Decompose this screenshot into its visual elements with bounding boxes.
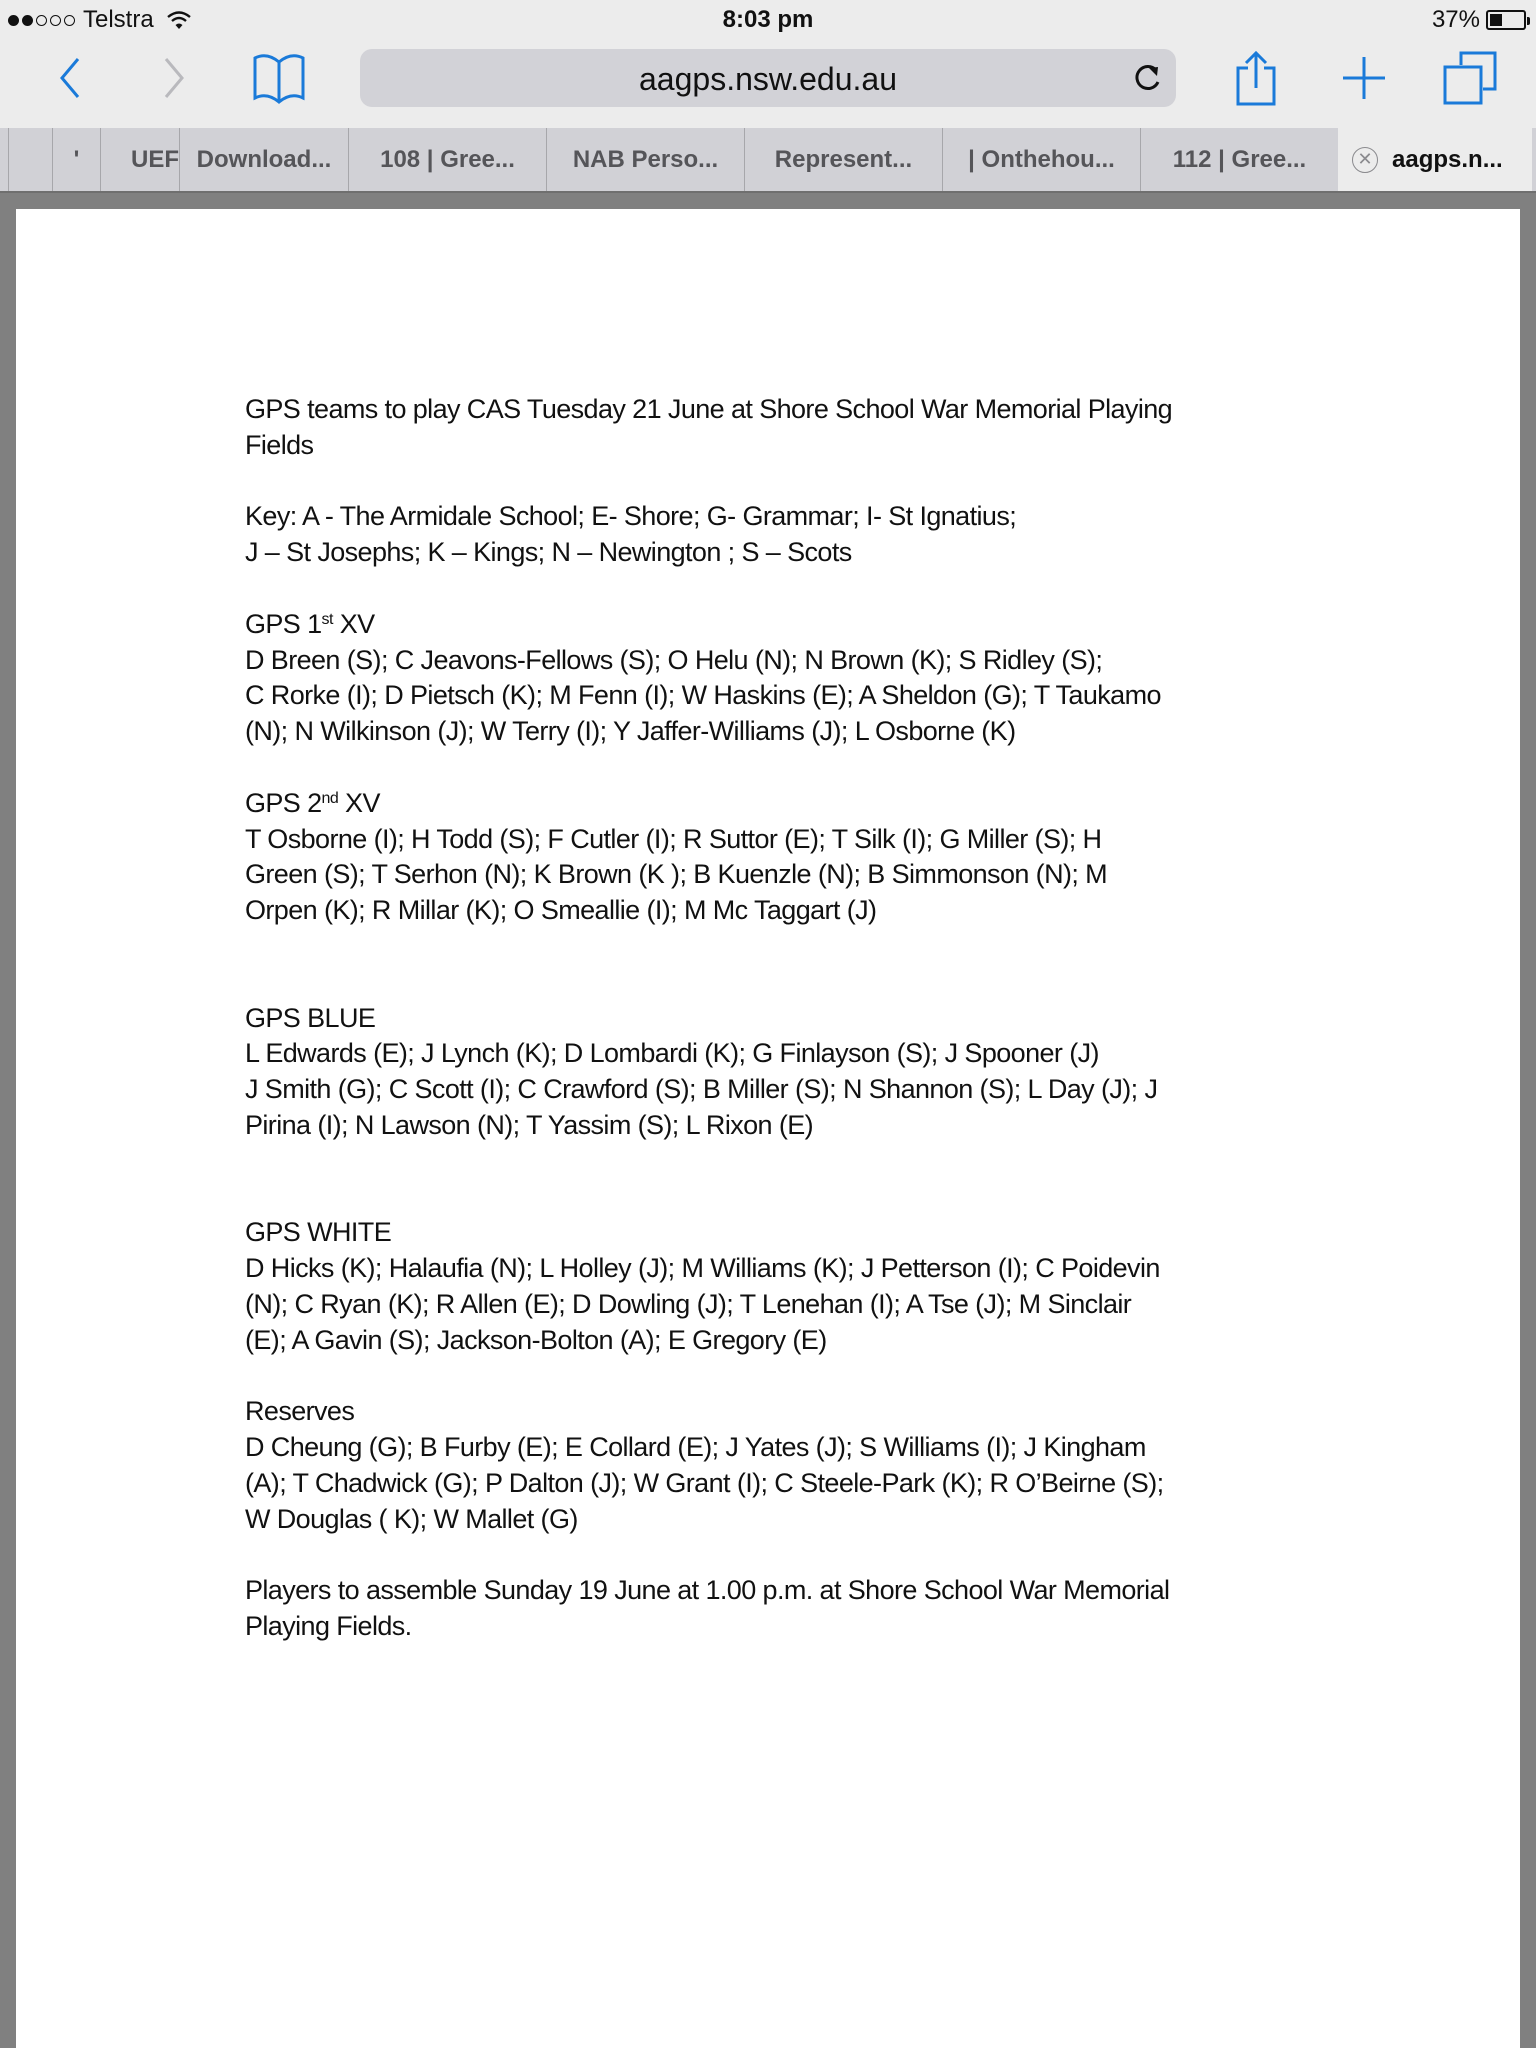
player-list-line: W Douglas ( K); W Mallet (G) [245, 1503, 578, 1534]
player-list-line: Orpen (K); R Millar (K); O Smeallie (I); M Mc Taggart (J) [245, 895, 877, 926]
tab[interactable]: Represent... [744, 128, 942, 191]
doc-title-line: GPS teams to play CAS Tuesday 21 June at Shore School War Memorial Playing [245, 394, 1173, 424]
tab[interactable]: NAB Perso... [546, 128, 744, 191]
player-list-line: (N); N Wilkinson (J); W Terry (I); Y Jaffer-Williams (J); L Osborne (K) [245, 716, 1016, 747]
player-list-line: (A); T Chadwick (G); P Dalton (J); W Grant (I); C Steele-Park (K); R O’Beirne (S); [245, 1467, 1164, 1498]
document-body [245, 392, 1345, 1645]
address-bar[interactable] [360, 49, 1176, 107]
bookmarks-button[interactable] [248, 48, 310, 108]
section-heading-2nd-xv: GPS 2nd XV [245, 787, 380, 818]
battery-icon [1486, 10, 1526, 30]
player-list-line: D Hicks (K); Halaufia (N); L Holley (J); M Williams (K); J Petterson (I); C Poidevin [245, 1253, 1160, 1284]
new-tab-button[interactable] [1336, 48, 1392, 108]
close-tab-icon[interactable]: ✕ [1352, 147, 1378, 173]
tab[interactable]: 108 | Gree... [348, 128, 546, 191]
chevron-right-icon [162, 57, 186, 99]
share-button[interactable] [1228, 48, 1284, 108]
section-heading-1st-xv: GPS 1st XV [245, 608, 375, 639]
battery-nub [1527, 17, 1530, 25]
back-button[interactable] [48, 48, 92, 108]
player-list-line: C Rorke (I); D Pietsch (K); M Fenn (I); W Haskins (E); A Sheldon (G); T Taukamo [245, 680, 1161, 711]
tab[interactable]: | Onthehou... [942, 128, 1140, 191]
tab[interactable]: 112 | Gree... [1140, 128, 1338, 191]
battery-percent: 37% [1431, 6, 1480, 33]
clock: 8:03 pm [722, 6, 814, 33]
doc-title-line: Fields [245, 429, 314, 460]
reload-icon[interactable] [1132, 62, 1164, 94]
player-list-line: D Breen (S); C Jeavons-Fellows (S); O Helu (N); N Brown (K); S Ridley (S); [245, 644, 1103, 675]
player-list-line: Green (S); T Serhon (N); K Brown (K ); B Kuenzle (N); B Simmonson (N); M [245, 859, 1108, 890]
battery-fill [1490, 14, 1502, 26]
section-heading-reserves: Reserves [245, 1396, 355, 1427]
plus-icon [1341, 55, 1387, 101]
player-list-line: Pirina (I); N Lawson (N); T Yassim (S); L Rixon (E) [245, 1109, 814, 1140]
status-bar [0, 0, 1536, 40]
status-right [1432, 6, 1526, 34]
carrier-name: Telstra [83, 6, 154, 33]
tab-strip [0, 128, 1536, 193]
player-list-line: (E); A Gavin (S); Jackson-Bolton (A); E Gregory (E) [245, 1324, 827, 1355]
player-list-line: T Osborne (I); H Todd (S); F Cutler (I); R Suttor (E); T Silk (I); G Miller (S); H [245, 823, 1102, 854]
tab[interactable]: UEF [100, 128, 179, 191]
forward-button[interactable] [152, 48, 196, 108]
key-line: J – St Josephs; K – Kings; N – Newington ; S – Scots [245, 537, 852, 568]
assembly-note-line: Players to assemble Sunday 19 June at 1.00 p.m. at Shore School War Memorial [245, 1575, 1170, 1606]
document-page [16, 209, 1520, 2048]
player-list-line: L Edwards (E); J Lynch (K); D Lombardi (K); G Finlayson (S); J Spooner (J) [245, 1038, 1099, 1069]
player-list-line: (N); C Ryan (K); R Allen (E); D Dowling (J); T Lenehan (I); A Tse (J); M Sinclair [245, 1288, 1132, 1319]
browser-toolbar [0, 40, 1536, 128]
section-heading-blue: GPS BLUE [245, 1002, 376, 1033]
show-tabs-button[interactable] [1440, 48, 1500, 108]
key-line: Key: A - The Armidale School; E- Shore; G- Grammar; I- St Ignatius; [245, 501, 1017, 532]
chevron-left-icon [58, 57, 82, 99]
player-list-line: J Smith (G); C Scott (I); C Crawford (S); B Miller (S); N Shannon (S); L Day (J); J [245, 1074, 1158, 1105]
section-heading-white: GPS WHITE [245, 1217, 392, 1248]
assembly-note-line: Playing Fields. [245, 1611, 412, 1642]
tab[interactable]: Download... [179, 128, 348, 191]
share-icon [1234, 50, 1278, 106]
tab[interactable] [8, 128, 52, 191]
tab-label: aagps.n... [1392, 145, 1503, 173]
url-text[interactable]: aagps.nsw.edu.au [639, 61, 897, 97]
tab[interactable] [0, 128, 8, 191]
tab[interactable]: ' [52, 128, 100, 191]
tab-active[interactable] [1338, 128, 1532, 191]
tabs-icon [1443, 51, 1497, 105]
player-list-line: D Cheung (G); B Furby (E); E Collard (E); J Yates (J); S Williams (I); J Kingham [245, 1432, 1146, 1463]
book-icon [251, 52, 307, 104]
